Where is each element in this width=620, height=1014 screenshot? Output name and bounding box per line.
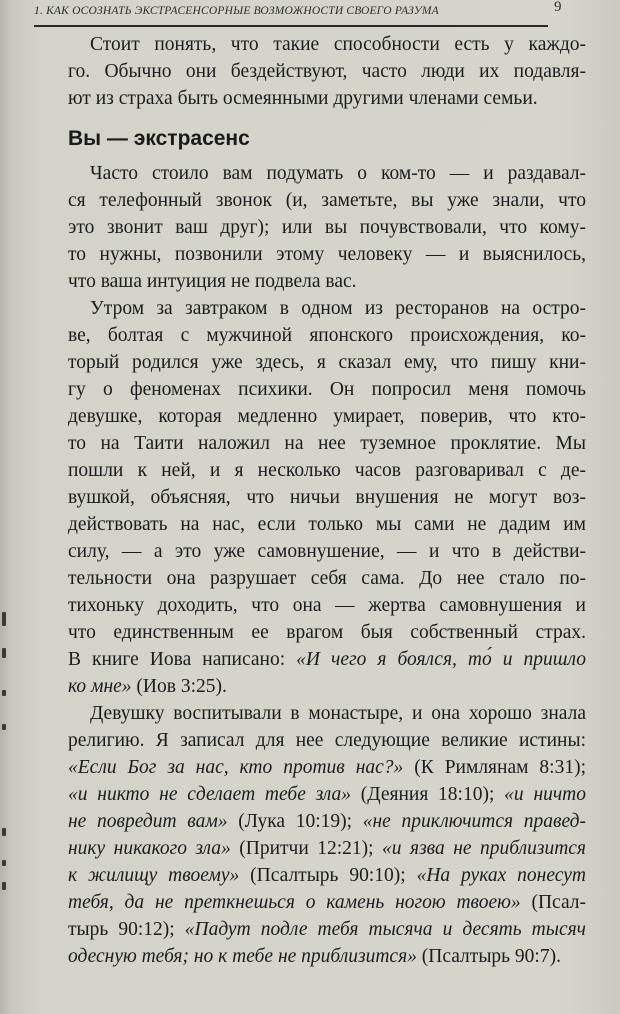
- quote-text: нику никакого зла»: [68, 838, 231, 859]
- text-line: [90, 700, 586, 727]
- text-line: [90, 31, 586, 58]
- text-segment: то на Таити наложил на нее туземное проклятие. Мы: [68, 433, 586, 454]
- text-segment: ют из страха быть осмеянными другими членами семьи.: [68, 88, 538, 109]
- quote-text: «И чего я боялся, то́ и пришло: [296, 649, 586, 670]
- text-segment: ве, болтая с мужчиной японского происхождения, ко-: [68, 325, 586, 346]
- text-line: [68, 592, 586, 619]
- text-segment: что ваша интуиция не подвела вас.: [68, 271, 357, 292]
- text-segment: Часто стоило вам подумать о ком-то — и раздавал-: [90, 163, 586, 184]
- text-segment: девушке, которая медленно умирает, поверив, что кто-: [68, 406, 586, 427]
- margin-mark: [2, 724, 6, 730]
- text-segment: гу о феноменах психики. Он попросил меня помочь: [68, 379, 586, 400]
- text-segment: что единственным ее врагом быя собственный страх.: [68, 622, 586, 643]
- text-line: [68, 673, 586, 700]
- margin-mark: [2, 648, 6, 658]
- text-segment: В книге Иова написано:: [68, 649, 297, 670]
- text-line: [68, 565, 586, 592]
- text-line: [68, 862, 586, 889]
- text-segment: (Деяния 18:10);: [351, 784, 505, 805]
- text-segment: ся телефонный звонок (и, заметьте, вы уже знали, что: [68, 190, 586, 211]
- text-line: [68, 943, 586, 970]
- quote-text: тебя, да не преткнешься о камень ногою твоею»: [68, 892, 521, 913]
- running-header: [34, 1, 548, 27]
- text-line: [68, 808, 586, 835]
- text-segment: о-: [569, 34, 586, 55]
- text-segment: действовать на нас, если только мы сами не дадим им: [68, 514, 586, 535]
- text-line: [68, 241, 586, 268]
- text-line: [68, 727, 586, 754]
- text-segment: (Псалтырь 90:10);: [239, 865, 417, 886]
- quote-text: «не приключится правед-: [362, 811, 586, 832]
- text-line: [68, 646, 586, 673]
- page-number: 9: [554, 0, 562, 15]
- text-segment: (Притчи 12:21);: [230, 838, 383, 859]
- text-line: [90, 295, 586, 322]
- quote-text: «и никто не сделает тебе зла»: [68, 784, 352, 805]
- quote-text: ко мне»: [68, 676, 132, 697]
- text-segment: тихоньку доходить, что она — жертва самовнушения и: [68, 595, 586, 616]
- margin-mark: [2, 612, 6, 626]
- quote-text: не повредит вам»: [68, 811, 228, 832]
- text-segment: го. Обычно они бездействуют, часто люди их подавля-: [68, 61, 586, 82]
- text-line: [68, 781, 586, 808]
- margin-mark: [2, 690, 6, 696]
- text-line: [68, 457, 586, 484]
- quote-text: «Если Бог за нас, кто против нас?»: [68, 757, 404, 778]
- text-segment: (Псалтырь 90:7).: [416, 946, 561, 967]
- running-header-title: 1. КАК ОСОЗНАТЬ ЭКСТРАСЕНСОРНЫЕ ВОЗМОЖНОСТИ СВОЕГО РАЗУМА: [34, 5, 439, 17]
- text-segment: религию. Я записал для нее следующие великие истины:: [68, 730, 586, 751]
- margin-mark: [2, 882, 6, 890]
- text-line: [68, 484, 586, 511]
- text-line: [68, 835, 586, 862]
- quote-text: «Падут подле тебя тысяча и десять тысяч: [184, 919, 586, 940]
- text-line: [68, 349, 586, 376]
- text-segment: силу, — а это уже самовнушение, — и что в действи-: [68, 541, 586, 562]
- section-heading: Вы — экстрасенс: [68, 127, 250, 150]
- text-line: [68, 322, 586, 349]
- text-line: [68, 619, 586, 646]
- text-line: [68, 916, 586, 943]
- text-line: [68, 58, 586, 85]
- text-segment: (К Римлянам 8:31);: [403, 757, 586, 778]
- text-line: [68, 403, 586, 430]
- text-segment: вушкой, объясняя, что ничьи внушения не могут воз-: [68, 487, 586, 508]
- text-segment: (Лука 10:19);: [227, 811, 363, 832]
- text-segment: тырь 90:12);: [68, 919, 185, 940]
- quote-text: «и язва не приблизится: [382, 838, 586, 859]
- text-segment: (Псал-: [520, 892, 586, 913]
- margin-mark: [2, 860, 6, 866]
- margin-mark: [2, 828, 6, 836]
- text-segment: тельности она разрушает себя сама. До нее стало по-: [68, 568, 586, 589]
- text-line: [68, 511, 586, 538]
- text-line: [68, 889, 586, 916]
- text-line: [68, 214, 586, 241]
- text-line: [68, 376, 586, 403]
- text-segment: то нужны, позвонили этому человеку — и выяснилось,: [68, 244, 586, 265]
- text-segment: это звонит ваш друг); или вы почувствовали, что кому-: [68, 217, 586, 238]
- text-segment: Утром за завтраком в одном из ресторанов на остро-: [90, 298, 586, 319]
- text-line: [68, 268, 586, 295]
- quote-text: «На руках понесут: [416, 865, 586, 886]
- text-line: [68, 754, 586, 781]
- text-segment: Девушку воспитывали в монастыре, и она хорошо знала: [90, 703, 586, 724]
- text-segment: пошли к ней, и я несколько часов разговаривал с де-: [68, 460, 586, 481]
- text-line: [68, 85, 586, 112]
- text-segment: (Иов 3:25).: [131, 676, 227, 697]
- text-line: [90, 160, 586, 187]
- text-line: [68, 187, 586, 214]
- text-segment: торый родился уже здесь, я сказал ему, что пишу кни-: [68, 352, 586, 373]
- quote-text: одесную тебя; но к тебе не приблизится»: [68, 946, 417, 967]
- text-line: [68, 538, 586, 565]
- quote-text: «и ничто: [504, 784, 586, 805]
- text-segment: Стоит понять, что такие способности есть у кажд: [90, 34, 570, 55]
- text-line: [68, 430, 586, 457]
- quote-text: к жилищу твоему»: [68, 865, 240, 886]
